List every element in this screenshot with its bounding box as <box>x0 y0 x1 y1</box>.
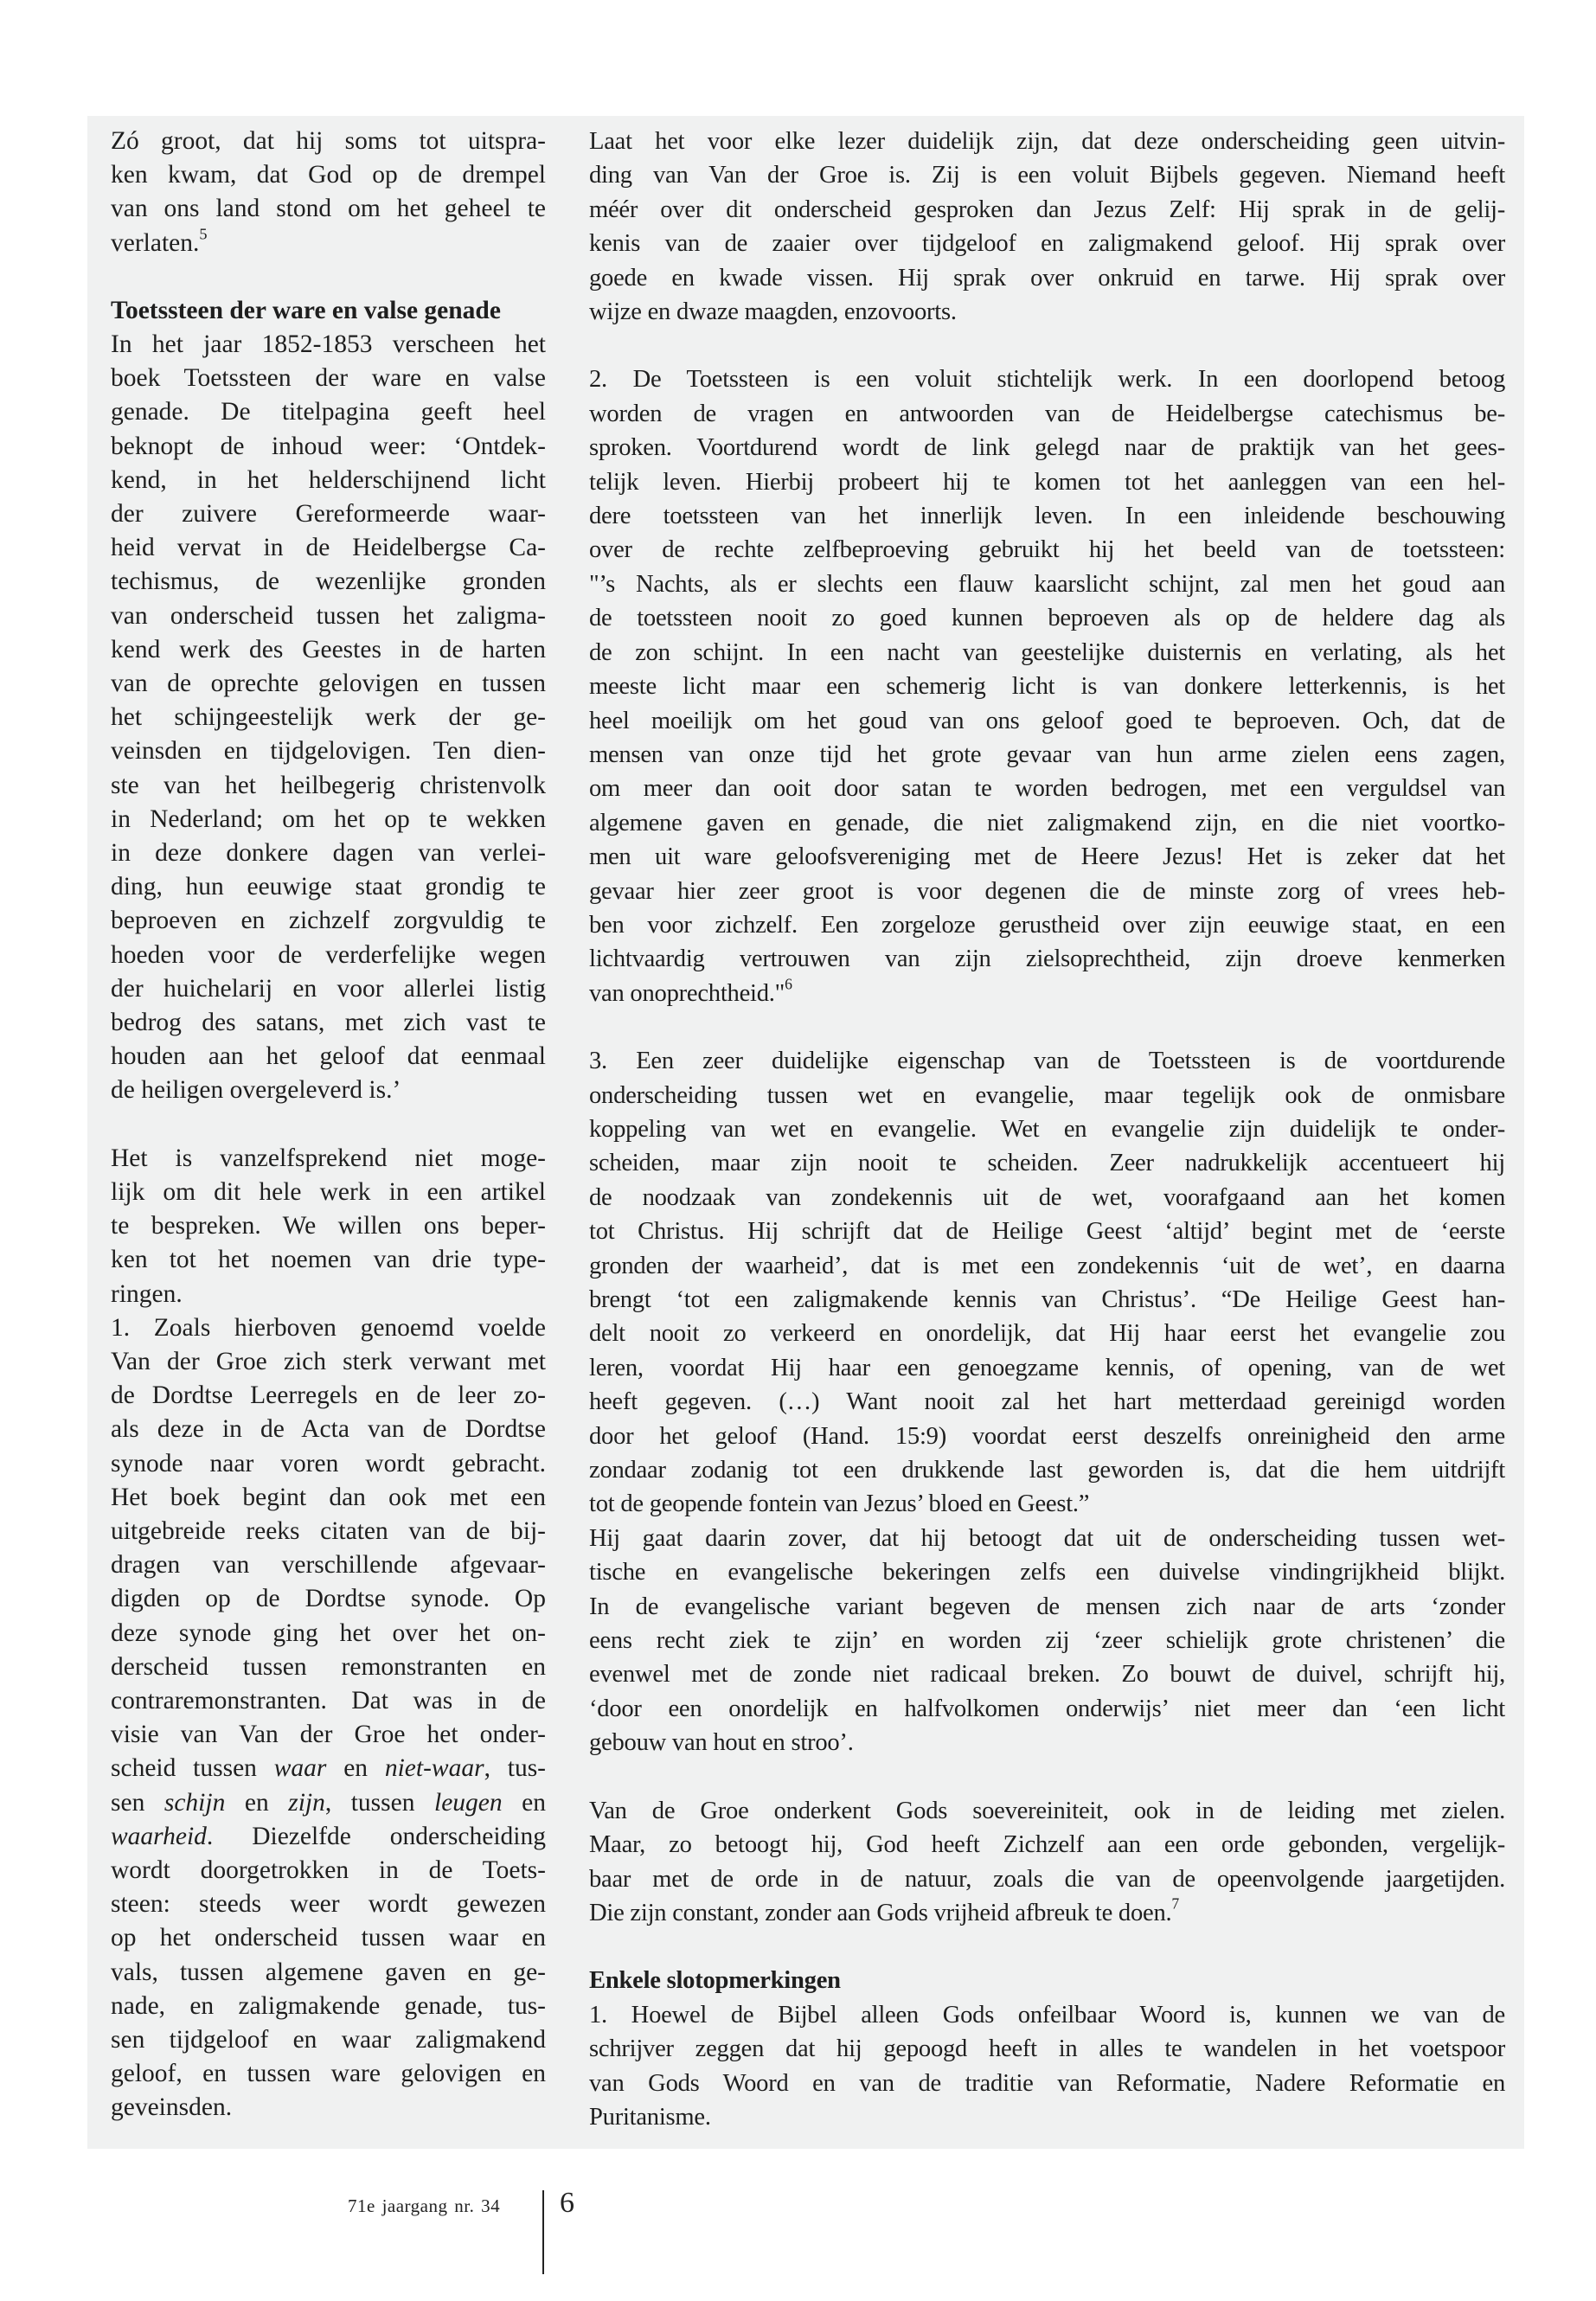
text-line: derscheid tussen remonstranten en <box>111 1652 546 1681</box>
text-line: digden op de Dordtse synode. Op <box>111 1585 546 1613</box>
text-line: der zuivere Gereformeerde waar- <box>111 500 546 529</box>
text-line: Hij gaat daarin zover, dat hij betoogt dat uit de onderscheiding tussen wet- <box>589 1524 1505 1552</box>
text-line: te bespreken. We willen ons beper- <box>111 1212 546 1240</box>
text-line: deze synode ging het over het on- <box>111 1618 546 1647</box>
text-line: onderscheiding tussen wet en evangelie, maar tegelijk ook de onmisbare <box>589 1081 1505 1109</box>
text-line: In het jaar 1852-1853 verscheen het <box>111 330 546 359</box>
italic-term: niet-waar <box>384 1754 484 1783</box>
text-line: Maar, zo betoogt hij, God heeft Zichzelf aan een orde gebonden, vergelijk- <box>589 1831 1505 1859</box>
text-line: de toetssteen nooit zo goed kunnen beproeven als op de heldere dag als <box>589 605 1505 632</box>
text-line: ste van het heilbegerig christenvolk <box>111 771 546 799</box>
text-line: boek Toetssteen der ware en valse <box>111 364 546 393</box>
issue-label: 71e jaargang nr. 34 <box>348 2195 501 2216</box>
text-line: Laat het voor elke lezer duidelijk zijn, dat deze onderscheiding geen uitvin- <box>589 128 1505 155</box>
text-line: de zon schijnt. In een nacht van geestelijke duisternis en verlating, als het <box>589 638 1505 666</box>
paragraph-gap <box>111 260 546 294</box>
footnote-marker: 5 <box>199 224 208 242</box>
text-line: delt nooit zo verkeerd en onordelijk, dat Hij haar eerst het evangelie zou <box>589 1320 1505 1348</box>
text-line: gebouw van hout en stroo’. <box>589 1729 854 1757</box>
text-line: lichtvaardig vertrouwen van zijn zielsoprechtheid, zijn droeve kenmerken <box>589 945 1505 973</box>
text-line: van Gods Woord en van de traditie van Reformatie, Nadere Reformatie en <box>589 2069 1505 2097</box>
footnote-marker: 7 <box>1171 1894 1180 1913</box>
text-line: het schijngeestelijk werk der ge- <box>111 703 546 732</box>
paragraph-gap <box>589 329 1505 362</box>
text-fragment: , tussen <box>324 1788 435 1817</box>
text-line-with-italics <box>111 1786 546 1820</box>
text-line: van ons land stond om het geheel te <box>111 195 546 223</box>
text-line: kend, in het helderschijnend licht <box>111 465 546 494</box>
text-line: als deze in de Acta van de Dordtse <box>111 1415 546 1444</box>
text-line: houden aan het geloof dat eenmaal <box>111 1042 546 1071</box>
page-number: 6 <box>560 2187 574 2219</box>
text-line: 1. Zoals hierboven genoemd voelde <box>111 1313 546 1342</box>
text-line: ken tot het noemen van drie type- <box>111 1246 546 1274</box>
text-line: de Dordtse Leerregels en de leer zo- <box>111 1381 546 1410</box>
text-line: gevaar hier zeer groot is voor degenen die de minste zorg of vrees heb- <box>589 877 1505 905</box>
text-line: 1. Hoewel de Bijbel alleen Gods onfeilbaar Woord is, kunnen we van de <box>589 2001 1505 2029</box>
typeringen-paragraph <box>111 1142 546 2125</box>
italic-term: leugen <box>434 1788 503 1817</box>
section-heading: Toetssteen der ware en valse genade <box>111 296 501 324</box>
paragraph-gap <box>589 1930 1505 1964</box>
text-line: over de rechte zelfbeproeving gebruikt hij het beeld van de toetssteen: <box>589 536 1505 564</box>
text-line: Puritanisme. <box>589 2103 711 2131</box>
text-line: eens recht ziek te zijn’ en worden zij ‘zeer schielijk grote christenen’ die <box>589 1627 1505 1655</box>
text-fragment: van onoprechtheid." <box>589 979 785 1007</box>
text-line: de heiligen overgeleverd is.’ <box>111 1076 401 1105</box>
stichtelijk-werk-paragraph <box>589 362 1505 1010</box>
italic-term: waarheid <box>111 1822 207 1850</box>
text-line: heel moeilijk om het goud van ons geloof goed te beproeven. Och, dat de <box>589 707 1505 734</box>
text-line: der huichelarij en voor allerlei listig <box>111 974 546 1003</box>
text-line-with-italics <box>111 1820 546 1854</box>
paragraph-gap <box>589 1760 1505 1794</box>
text-line: "’s Nachts, als er slechts een flauw kaarslicht schijnt, zal men het goud aan <box>589 570 1505 598</box>
italic-term: waar <box>273 1754 327 1783</box>
text-line: tot Christus. Hij schrijft dat de Heilige Geest ‘altijd’ begint met de ‘eerste <box>589 1218 1505 1246</box>
footnote-marker: 6 <box>785 975 792 993</box>
text-line: heid vervat in de Heidelbergse Ca- <box>111 534 546 562</box>
text-line: in Nederland; om het op te wekken <box>111 804 546 833</box>
right-column <box>589 125 1505 2134</box>
text-line: in deze donkere dagen van verlei- <box>111 839 546 868</box>
text-line: geveinsden. <box>111 2093 233 2122</box>
wet-en-evangelie-paragraph <box>589 1044 1505 1760</box>
text-line: tische en evangelische bekeringen zelfs een duivelse vindingrijkheid blijkt. <box>589 1559 1505 1586</box>
page-footer <box>0 2189 1596 2292</box>
text-line: schrijver zeggen dat hij gepoogd heeft in alles te wandelen in het voetspoor <box>589 2035 1505 2063</box>
italic-term: schijn <box>163 1788 226 1817</box>
text-line-with-italics <box>111 1752 546 1785</box>
text-line: kend werk des Geestes in de harten <box>111 635 546 663</box>
text-line: meeste licht maar een schemerig licht is van donkere letterkennis, is het <box>589 673 1505 701</box>
text-fragment: , tus- <box>484 1754 547 1783</box>
text-fragment: en <box>225 1788 289 1817</box>
left-column <box>111 125 546 2125</box>
text-line: evenwel met de zonde niet radicaal breken. Zo bouwt de duivel, schrijft hij, <box>589 1661 1505 1689</box>
text-line: uitgebreide reeks citaten van de bij- <box>111 1516 546 1545</box>
text-line: van de oprechte gelovigen en tussen <box>111 670 546 698</box>
paragraph-gap <box>111 1108 546 1142</box>
text-line: worden de vragen en antwoorden van de Heidelbergse catechismus be- <box>589 400 1505 427</box>
text-line: van onderscheid tussen het zaligma- <box>111 601 546 630</box>
text-fragment: scheid tussen <box>111 1754 274 1783</box>
text-fragment: . Diezelfde onderscheiding <box>206 1822 546 1850</box>
text-line: nade, en zaligmakende genade, tus- <box>111 1991 546 2020</box>
text-line: leren, voordat Hij haar een genoegzame kennis, of opening, van de wet <box>589 1354 1505 1381</box>
text-line: wordt doorgetrokken in de Toets- <box>111 1856 546 1884</box>
text-line: synode naar voren wordt gebracht. <box>111 1449 546 1477</box>
text-line: Het boek begint dan ook met een <box>111 1483 546 1511</box>
text-line: ‘door een onordelijk en halfvolkomen onderwijs’ niet meer dan ‘een licht <box>589 1695 1505 1722</box>
text-line: mensen van onze tijd het grote gevaar van hun arme zielen eens zagen, <box>589 740 1505 768</box>
text-line: 3. Een zeer duidelijke eigenschap van de Toetssteen is de voortdurende <box>589 1048 1505 1075</box>
text-line: veinsden en tijdgelovigen. Ten dien- <box>111 737 546 766</box>
text-fragment: verlaten. <box>111 228 200 257</box>
text-line: Zó groot, dat hij soms tot uitspra- <box>111 127 546 155</box>
text-line: hoeden voor de verderfelijke wegen <box>111 940 546 969</box>
text-line: de noodzaak van zondekennis uit de wet, voorafgaand aan het komen <box>589 1183 1505 1211</box>
text-line: door het geloof (Hand. 15:9) voordat eerst deszelfs onreinigheid den arme <box>589 1422 1505 1450</box>
text-line: visie van Van der Groe het onder- <box>111 1721 546 1749</box>
text-line: scheiden, maar zijn nooit te scheiden. Zeer nadrukkelijk accentueert hij <box>589 1150 1505 1177</box>
text-line <box>589 1896 1505 1930</box>
text-line: 2. De Toetssteen is een voluit stichtelijk werk. In een doorlopend betoog <box>589 366 1505 394</box>
text-line: goede en kwade vissen. Hij sprak over onkruid en tarwe. Hij sprak over <box>589 264 1505 292</box>
text-line: dragen van verschillende afgevaar- <box>111 1551 546 1580</box>
text-line <box>589 977 1505 1010</box>
text-line: sen tijdgeloof en waar zaligmakend <box>111 2025 546 2054</box>
text-line: dere toetssteen van het innerlijk leven. In een inleidende beschouwing <box>589 503 1505 530</box>
text-line: In de evangelische variant begeven de mensen zich naar de arts ‘zonder <box>589 1593 1505 1620</box>
text-fragment: en <box>326 1754 385 1783</box>
text-line: ken kwam, dat God op de drempel <box>111 161 546 189</box>
text-fragment: sen <box>111 1788 164 1817</box>
closing-paragraph <box>589 1998 1505 2135</box>
text-line: wijze en dwaze maagden, enzovoorts. <box>589 298 957 326</box>
text-line: brengt ‘tot een zaligmakende kennis van Christus’. “De Heilige Geest han- <box>589 1286 1505 1313</box>
text-line: gronden der waarheid’, dat is met een zondekennis ‘uit de wet’, en daarna <box>589 1252 1505 1279</box>
text-line: algemene gaven en genade, die niet zaligmakend zijn, en die niet voortko- <box>589 809 1505 836</box>
text-line: méér over dit onderscheid gesproken dan Jezus Zelf: Hij sprak in de gelij- <box>589 195 1505 223</box>
text-line: techismus, de wezenlijke gronden <box>111 567 546 596</box>
paragraph-gap <box>589 1010 1505 1044</box>
text-line: genade. De titelpagina geeft heel <box>111 398 546 426</box>
text-line: Van der Groe zich sterk verwant met <box>111 1347 546 1375</box>
bijbels-gegeven-paragraph <box>589 125 1505 329</box>
closing-heading: Enkele slotopmerkingen <box>589 1967 841 1995</box>
text-line: steen: steeds weer wordt gewezen <box>111 1890 546 1919</box>
text-line: sproken. Voortdurend wordt de link gelegd naar de praktijk van het gees- <box>589 434 1505 462</box>
text-line: ben voor zichzelf. Een zorgeloze gerustheid over zijn eeuwige staat, en een <box>589 911 1505 939</box>
text-line: geloof, en tussen ware gelovigen en <box>111 2060 546 2088</box>
text-line: beknopt de inhoud weer: ‘Ontdek- <box>111 432 546 460</box>
text-line: kenis van de zaaier over tijdgeloof en zaligmakend geloof. Hij sprak over <box>589 230 1505 258</box>
text-line: beproeven en zichzelf zorgvuldig te <box>111 907 546 935</box>
text-line: op het onderscheid tussen waar en <box>111 1924 546 1952</box>
text-fragment: Die zijn constant, zonder aan Gods vrijheid afbreuk te doen. <box>589 1899 1172 1926</box>
text-line: koppeling van wet en evangelie. Wet en evangelie zijn duidelijk te onder- <box>589 1115 1505 1143</box>
text-line: Van de Groe onderkent Gods soevereiniteit, ook in de leiding met zielen. <box>589 1797 1505 1824</box>
text-line: contraremonstranten. Dat was in de <box>111 1686 546 1715</box>
text-line: baar met de orde in de natuur, zoals die van de opeenvolgende jaargetijden. <box>589 1865 1505 1893</box>
soevereiniteit-paragraph <box>589 1794 1505 1931</box>
text-line: bedrog des satans, met zich vast te <box>111 1009 546 1037</box>
footer-divider <box>542 2190 544 2274</box>
text-line: ding van Van der Groe is. Zij is een voluit Bijbels gegeven. Niemand heeft <box>589 162 1505 189</box>
text-line: lijk om dit hele werk in een artikel <box>111 1177 546 1206</box>
text-line: telijk leven. Hierbij probeert hij te komen tot het aanleggen van een hel- <box>589 468 1505 496</box>
text-line: vals, tussen algemene gaven en ge- <box>111 1958 546 1986</box>
text-line <box>111 224 546 260</box>
text-line: ding, hun eeuwige staat grondig te <box>111 873 546 901</box>
text-line: men uit ware geloofsvereniging met de Heere Jezus! Het is zeker dat het <box>589 843 1505 871</box>
text-line: zondaar zodanig tot een drukkende last geworden is, dat die hem uitdrijft <box>589 1457 1505 1484</box>
section-paragraph <box>111 328 546 1108</box>
text-fragment: en <box>502 1788 547 1817</box>
italic-term: zijn <box>288 1788 325 1817</box>
text-line: Het is vanzelfsprekend niet moge- <box>111 1144 546 1172</box>
intro-paragraph <box>111 125 546 260</box>
text-line: tot de geopende fontein van Jezus’ bloed en Geest.” <box>589 1490 1090 1518</box>
text-line: ringen. <box>111 1279 183 1308</box>
text-line: heeft gegeven. (…) Want nooit zal het hart metterdaad gereinigd worden <box>589 1388 1505 1416</box>
text-line: om meer dan ooit door satan te worden bedrogen, met een verguldsel van <box>589 775 1505 803</box>
